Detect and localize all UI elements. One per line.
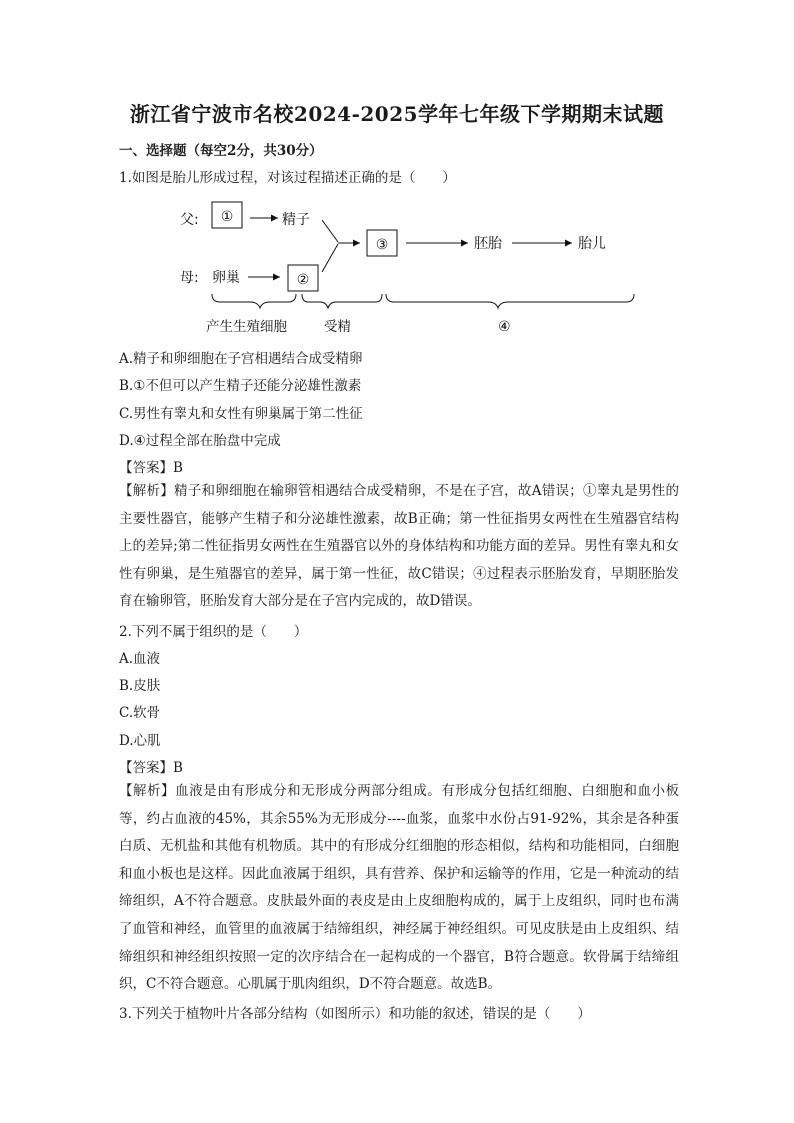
q2-analysis-text: 血液是由有形成分和无形成分两部分组成。有形成分包括红细胞、白细胞和血小板等，约占血液的45%，其余55%为无形成分----血浆，血浆中水份占91-92%，其余是各种蛋白质、无机盐和其他有机物质。其中的有形成分红细胞的形态相似，结构和功能相同，白细胞和血小板也是这样。因此血液属于组织，具有营养、保护和运输等的作用，它是一种流动的结缔组织，A不符合题意。皮肤最外面的表皮是由上皮细胞构成的，属于上皮组织，同时也布满了血管和神经，血管里的血液属于结缔组织，神经属于神经组织。可见皮肤是由上皮组织、结缔组织和神经组织按照一定的次序结合在一起构成的一个器官，B符合题意。软骨属于结缔组织，C不符合题意。心肌属于肌肉组织，D不符合题意。故选B。 bbox=[119, 783, 680, 993]
q2-option-d: D.心肌 bbox=[119, 733, 161, 749]
brace-1 bbox=[212, 294, 296, 308]
brace-2 bbox=[302, 294, 382, 308]
q2-analysis-tag: 【解析】 bbox=[119, 783, 176, 799]
q1-option-c: C.男性有睾丸和女性有卵巢属于第二性征 bbox=[119, 406, 363, 422]
sperm-label: 精子 bbox=[282, 212, 310, 228]
q1-option-d: D.④过程全部在胎盘中完成 bbox=[119, 433, 281, 449]
box-1-label: ① bbox=[220, 209, 234, 225]
box-3-label: ③ bbox=[375, 237, 389, 253]
q2-option-a: A.血液 bbox=[119, 651, 161, 667]
q1-option-a: A.精子和卵细胞在子宫相遇结合成受精卵 bbox=[119, 351, 363, 367]
stage-1-label: 产生生殖细胞 bbox=[206, 319, 287, 335]
q2-analysis bbox=[119, 778, 679, 999]
q1-analysis-tag: 【解析】 bbox=[119, 483, 175, 499]
ovary-label: 卵巢 bbox=[212, 270, 240, 286]
q1-analysis-text: 精子和卵细胞在输卵管相遇结合成受精卵，不是在子宫，故A错误；①睾丸是男性的主要性器官，能够产生精子和分泌雄性激素，故B正确；第一性征指男女两性在生殖器官结构上的差异;第二性征指男女两性在生殖器官以外的身体结构和功能方面的差异。男性有睾丸和女性有卵巢，是生殖器官的差异，属于第一性征，故C错误；④过程表示胚胎发育，早期胚胎发育在输卵管，胚胎发育大部分是在子宫内完成的，故D错误。 bbox=[119, 483, 680, 610]
page-title: 浙江省宁波市名校2024-2025学年七年级下学期期末试题 bbox=[129, 102, 665, 126]
question-2-stem: 2.下列不属于组织的是（ ） bbox=[119, 624, 308, 640]
q1-answer: 【答案】B bbox=[119, 460, 183, 476]
join-line-top bbox=[322, 220, 338, 242]
q1-option-b: B.①不但可以产生精子还能分泌雄性激素 bbox=[119, 378, 362, 394]
father-label: 父: bbox=[180, 212, 199, 228]
stage-2-label: 受精 bbox=[324, 319, 351, 335]
join-line-bottom bbox=[322, 244, 338, 272]
section-heading: 一、选择题（每空2分，共30分） bbox=[119, 143, 323, 159]
fetus-formation-diagram bbox=[170, 196, 640, 341]
q2-option-b: B.皮肤 bbox=[119, 678, 161, 694]
mother-label: 母: bbox=[180, 270, 199, 286]
question-3-stem: 3.下列关于植物叶片各部分结构（如图所示）和功能的叙述，错误的是（ ） bbox=[119, 1006, 591, 1022]
q1-analysis bbox=[119, 478, 679, 616]
brace-3 bbox=[386, 294, 634, 308]
box-2-label: ② bbox=[296, 272, 310, 288]
fetus-label: 胎儿 bbox=[578, 236, 606, 252]
q2-option-c: C.软骨 bbox=[119, 705, 161, 721]
embryo-label: 胚胎 bbox=[474, 236, 502, 252]
stage-3-label: ④ bbox=[498, 319, 511, 335]
question-1-stem: 1.如图是胎儿形成过程，对该过程描述正确的是（ ） bbox=[119, 170, 456, 186]
q2-answer: 【答案】B bbox=[119, 760, 183, 776]
